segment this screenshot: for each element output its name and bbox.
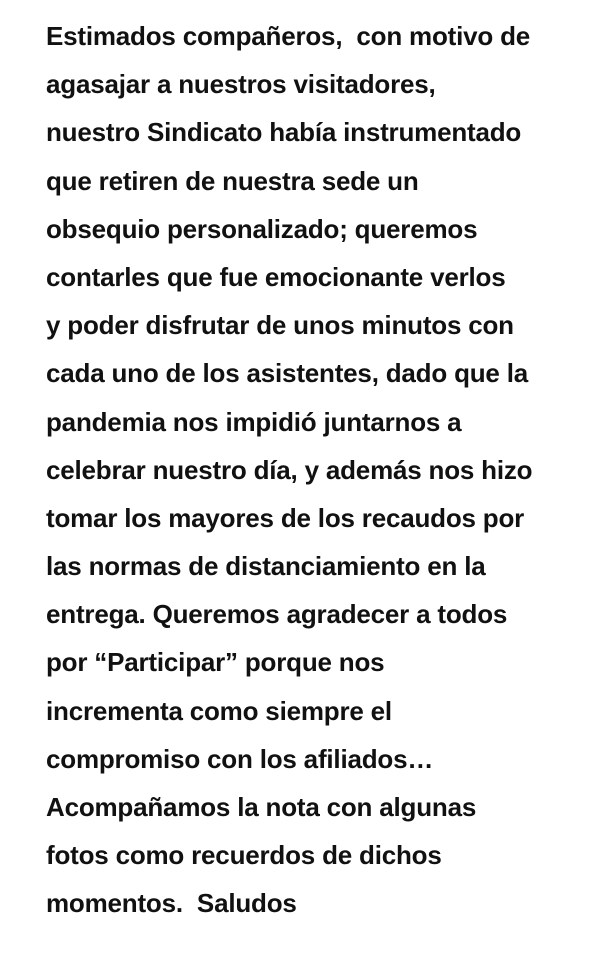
message-line: cada uno de los asistentes, dado que la bbox=[46, 358, 528, 389]
message-line: nuestro Sindicato había instrumentado bbox=[46, 117, 522, 148]
message-line: contarles que fue emocionante verlos bbox=[46, 261, 506, 292]
message-line: fotos como recuerdos de dichos bbox=[46, 840, 442, 871]
message-line: celebrar nuestro día, y además nos hizo bbox=[46, 454, 533, 485]
message-line: tomar los mayores de los recaudos por bbox=[46, 502, 525, 533]
message-line: y poder disfrutar de unos minutos con bbox=[46, 310, 514, 341]
message-line: pandemia nos impidió juntarnos a bbox=[46, 406, 462, 437]
message-line: Estimados compañeros, con motivo de bbox=[46, 21, 531, 51]
message-line: incrementa como siempre el bbox=[46, 695, 392, 726]
message-line: momentos. Saludos bbox=[46, 888, 297, 919]
message-body bbox=[46, 12, 591, 928]
message-line: las normas de distanciamiento en la bbox=[46, 551, 486, 582]
message-line: Acompañamos la nota con algunas bbox=[46, 792, 477, 822]
message-line: agasajar a nuestros visitadores, bbox=[46, 69, 436, 100]
message-line: obsequio personalizado; queremos bbox=[46, 213, 478, 244]
message-line: compromiso con los afiliados… bbox=[46, 743, 434, 774]
message-line: que retiren de nuestra sede un bbox=[46, 165, 419, 196]
message-line: entrega. Queremos agradecer a todos bbox=[46, 599, 508, 630]
message-line: por “Participar” porque nos bbox=[46, 647, 385, 678]
